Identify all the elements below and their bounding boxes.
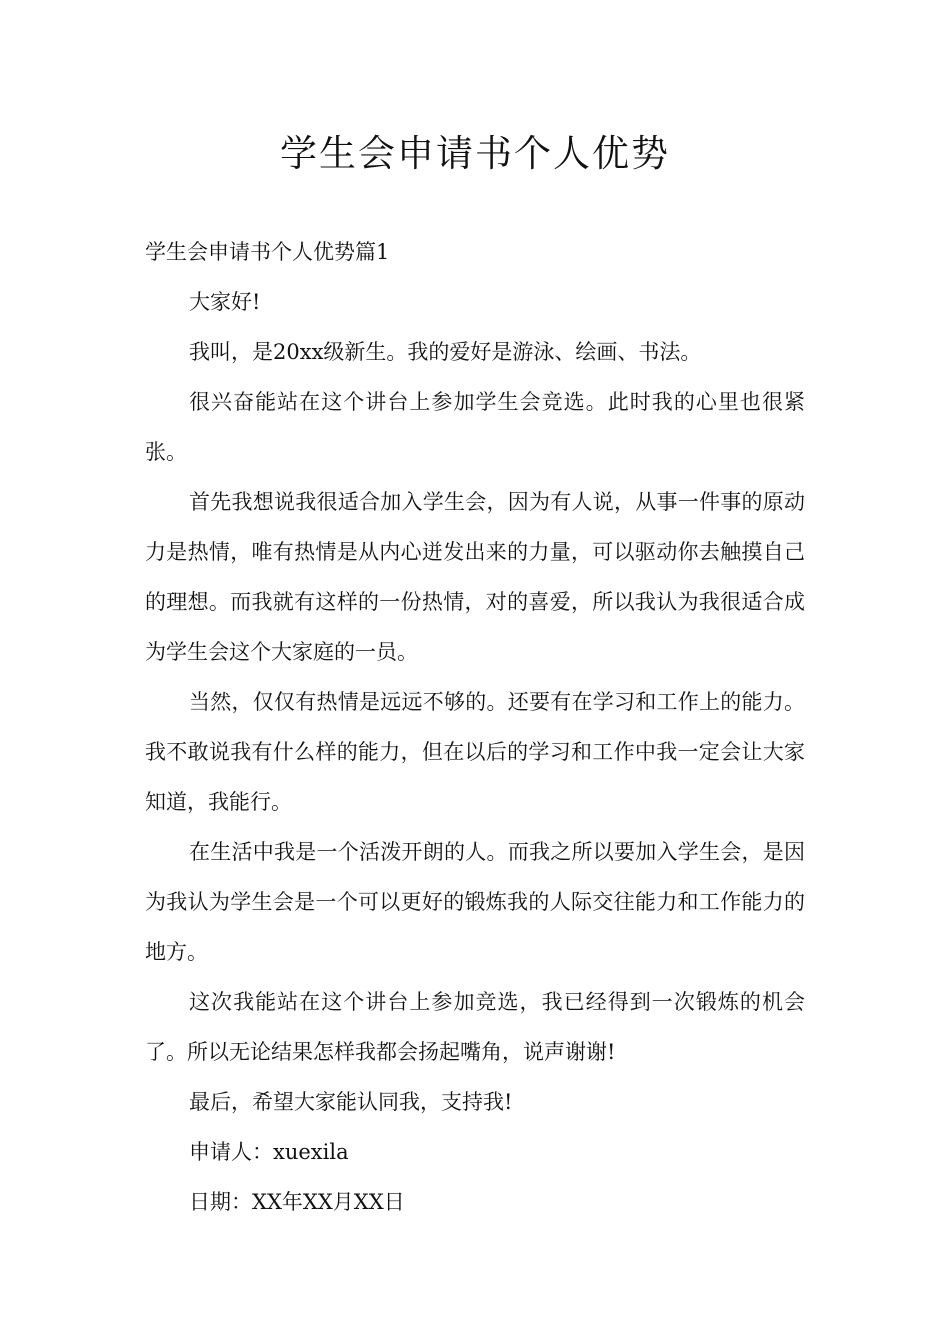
document-body: [145, 227, 805, 1227]
document-title: 学生会申请书个人优势: [280, 132, 670, 175]
section-heading: 学生会申请书个人优势篇1: [145, 240, 390, 264]
paragraph-closing: 最后，希望大家能认同我，支持我!: [189, 1090, 513, 1114]
paragraph-ability: 当然，仅仅有热情是远远不够的。还要有在学习和工作上的能力。我不敢说我有什么样的能力，但在以后的学习和工作中我一定会让大家知道，我能行。: [145, 690, 805, 814]
date-line: 日期：XX年XX月XX日: [189, 1190, 405, 1214]
paragraph-introduction: 我叫，是20xx级新生。我的爱好是游泳、绘画、书法。: [189, 340, 702, 364]
paragraph-greeting: 大家好!: [189, 290, 261, 314]
paragraph-opportunity: 这次我能站在这个讲台上参加竞选，我已经得到一次锻炼的机会了。所以无论结果怎样我都会扬起嘴角，说声谢谢!: [145, 990, 805, 1064]
applicant-line: 申请人：xuexila: [189, 1140, 349, 1164]
paragraph-excitement: 很兴奋能站在这个讲台上参加学生会竞选。此时我的心里也很紧张。: [145, 390, 805, 464]
paragraph-personality: 在生活中我是一个活泼开朗的人。而我之所以要加入学生会，是因为我认为学生会是一个可以更好的锻炼我的人际交往能力和工作能力的地方。: [145, 840, 805, 964]
paragraph-passion: 首先我想说我很适合加入学生会，因为有人说，从事一件事的原动力是热情，唯有热情是从内心迸发出来的力量，可以驱动你去触摸自己的理想。而我就有这样的一份热情，对的喜爱，所以我认为我很适合成为学生会这个大家庭的一员。: [145, 490, 805, 664]
